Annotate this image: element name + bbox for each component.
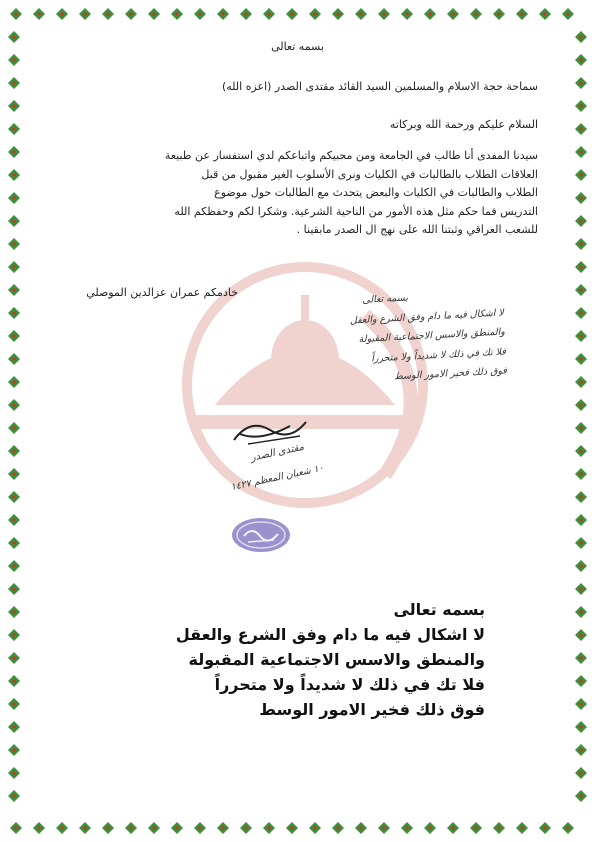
typed-line: فوق ذلك فخير الامور الوسط: [259, 700, 485, 719]
border-motif: [562, 822, 574, 834]
border-motif: [8, 468, 20, 480]
body-line: للشعب العراقي وثبتنا الله على نهج ال الصدر مابقينا .: [296, 223, 538, 236]
border-motif: [8, 744, 20, 756]
border-motif: [332, 8, 344, 20]
border-motif: [309, 8, 321, 20]
border-motif: [8, 583, 20, 595]
border-motif: [575, 422, 587, 434]
border-motif: [8, 629, 20, 641]
border-motif: [575, 261, 587, 273]
border-motif: [575, 468, 587, 480]
border-motif: [33, 8, 45, 20]
border-motif: [401, 8, 413, 20]
border-motif: [102, 822, 114, 834]
border-motif: [194, 822, 206, 834]
border-motif: [575, 376, 587, 388]
border-motif: [8, 514, 20, 526]
border-motif: [8, 192, 20, 204]
border-motif: [575, 583, 587, 595]
handwritten-line: فلا تك في ذلك لا شديداً ولا متحرراً: [370, 345, 507, 364]
border-motif: [470, 8, 482, 20]
border-motif: [8, 399, 20, 411]
border-motif: [378, 822, 390, 834]
border-motif: [575, 353, 587, 365]
border-motif: [217, 822, 229, 834]
border-motif: [575, 54, 587, 66]
typed-reply: [176, 597, 485, 722]
border-motif: [148, 8, 160, 20]
border-motif: [8, 491, 20, 503]
handwritten-line: لا اشكال فيه ما دام وفق الشرع والعقل: [349, 306, 505, 327]
border-motif: [8, 652, 20, 664]
border-motif: [240, 822, 252, 834]
letter-address: سماحة حجة الاسلام والمسلمين السيد القائد مقتدى الصدر (اعزه الله): [221, 80, 538, 93]
border-motif: [263, 8, 275, 20]
border-motif: [171, 822, 183, 834]
border-motif: [575, 491, 587, 503]
border-motif: [286, 822, 298, 834]
body-line: سيدنا المفدى أنا طالب في الجامعة ومن محبيكم واتباعكم لدي استفسار عن طبيعة: [164, 149, 538, 162]
border-motif: [575, 169, 587, 181]
border-motif: [8, 261, 20, 273]
border-motif: [575, 146, 587, 158]
border-motif: [8, 790, 20, 802]
border-motif: [575, 330, 587, 342]
border-motif: [8, 169, 20, 181]
border-motif: [378, 8, 390, 20]
border-motif: [240, 8, 252, 20]
border-motif: [575, 560, 587, 572]
handwritten-reply: [253, 284, 508, 394]
border-motif: [575, 652, 587, 664]
border-motif: [8, 606, 20, 618]
letter-signature: خادمكم عمران عزالدين الموصلي: [86, 286, 238, 299]
border-motif: [470, 822, 482, 834]
border-motif: [575, 399, 587, 411]
letter-greeting: السلام عليكم ورحمة الله وبركاته: [389, 118, 538, 131]
border-motif: [79, 8, 91, 20]
reply-date: ١٠ شعبان المعظم ١٤٢٧: [229, 462, 325, 494]
border-motif: [79, 822, 91, 834]
border-motif: [8, 721, 20, 733]
seal-stamp: [230, 516, 292, 554]
border-motif: [575, 537, 587, 549]
border-motif: [493, 8, 505, 20]
body-line: التدريس فما حكم مثل هذه الأمور من الناحية الشرعية. وشكرا لكم وحفظكم الله: [174, 204, 538, 218]
border-motif: [575, 698, 587, 710]
border-motif: [8, 422, 20, 434]
signer-name: مقتدى الصدر: [249, 441, 306, 464]
border-motif: [575, 192, 587, 204]
border-motif: [8, 445, 20, 457]
border-motif: [8, 100, 20, 112]
border-motif: [575, 675, 587, 687]
border-motif: [575, 721, 587, 733]
border-motif: [424, 822, 436, 834]
body-line: العلاقات الطلاب بالطالبات في الكليات ونرى الأسلوب الغير مقبول من قبل: [201, 167, 538, 181]
typed-line: والمنطق والاسس الاجتماعية المقبولة: [188, 650, 485, 669]
border-motif: [355, 822, 367, 834]
border-motif: [539, 822, 551, 834]
border-motif: [10, 8, 22, 20]
border-motif: [8, 675, 20, 687]
border-motif: [194, 8, 206, 20]
border-motif: [8, 146, 20, 158]
border-motif: [575, 100, 587, 112]
border-motif: [8, 215, 20, 227]
border-motif: [8, 77, 20, 89]
border-motif: [8, 537, 20, 549]
border-motif: [355, 8, 367, 20]
border-motif: [56, 8, 68, 20]
handwritten-line: فوق ذلك فخير الامور الوسط: [393, 365, 508, 383]
border-motif: [575, 77, 587, 89]
border-motif: [8, 353, 20, 365]
border-motif: [493, 822, 505, 834]
border-motif: [516, 822, 528, 834]
border-motif: [263, 822, 275, 834]
border-motif: [575, 629, 587, 641]
border-motif: [424, 8, 436, 20]
border-motif: [8, 284, 20, 296]
border-motif: [8, 307, 20, 319]
border-motif: [575, 790, 587, 802]
letter-basmala: بسمه تعالى: [271, 40, 324, 53]
border-motif: [447, 822, 459, 834]
border-motif: [575, 767, 587, 779]
border-motif: [102, 8, 114, 20]
border-motif: [8, 238, 20, 250]
border-motif: [171, 8, 183, 20]
border-motif: [8, 767, 20, 779]
border-motif: [309, 822, 321, 834]
letter-body: [60, 147, 538, 240]
border-motif: [8, 54, 20, 66]
border-motif: [125, 822, 137, 834]
border-motif: [8, 376, 20, 388]
border-motif: [286, 8, 298, 20]
typed-line: فلا تك في ذلك لا شديداً ولا متحرراً: [214, 675, 485, 694]
handwritten-line: والمنطق والاسس الاجتماعية المقبولة: [358, 326, 506, 346]
border-motif: [332, 822, 344, 834]
border-motif: [401, 822, 413, 834]
border-motif: [516, 8, 528, 20]
border-motif: [539, 8, 551, 20]
border-motif: [575, 606, 587, 618]
border-motif: [125, 8, 137, 20]
typed-line: بسمه تعالى: [393, 600, 485, 619]
border-motif: [56, 822, 68, 834]
border-motif: [8, 698, 20, 710]
border-motif: [575, 238, 587, 250]
border-motif: [575, 215, 587, 227]
border-motif: [217, 8, 229, 20]
border-motif: [8, 330, 20, 342]
body-line: الطلاب والطالبات في الكليات والبعض يتحدث مع الطالبات حول موضوع: [214, 186, 538, 199]
border-motif: [8, 123, 20, 135]
border-motif: [575, 284, 587, 296]
typed-line: لا اشكال فيه ما دام وفق الشرع والعقل: [175, 625, 485, 644]
border-motif: [33, 822, 45, 834]
border-motif: [575, 744, 587, 756]
border-motif: [148, 822, 160, 834]
border-motif: [447, 8, 459, 20]
border-motif: [575, 445, 587, 457]
border-motif: [8, 560, 20, 572]
handwritten-line: بسمه تعالى: [362, 292, 409, 306]
border-motif: [575, 514, 587, 526]
border-motif: [10, 822, 22, 834]
border-motif: [575, 123, 587, 135]
border-motif: [562, 8, 574, 20]
border-motif: [575, 307, 587, 319]
